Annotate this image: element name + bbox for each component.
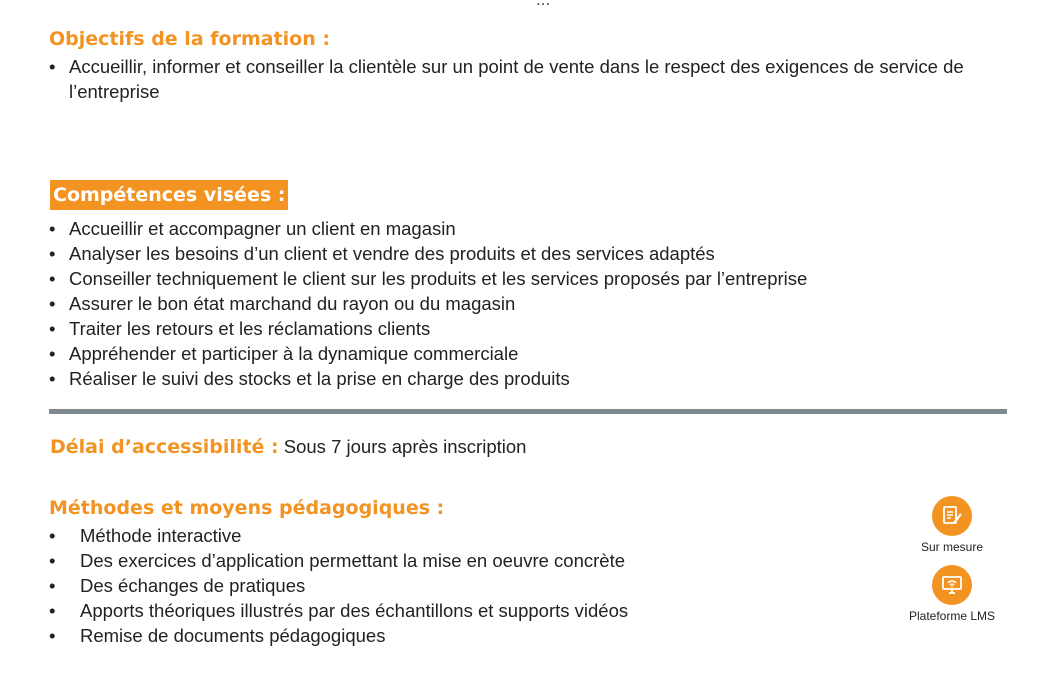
objectifs-list (49, 54, 999, 104)
list-item: • Des échanges de pratiques (49, 573, 849, 598)
list-item: • Traiter les retours et les réclamations clients (49, 316, 1009, 341)
list-item: • Apports théoriques illustrés par des échantillons et supports vidéos (49, 598, 849, 623)
methodes-list (49, 523, 849, 648)
delai-row (50, 436, 526, 459)
list-item: • Conseiller techniquement le client sur les produits et les services proposés par l’entreprise (49, 266, 1009, 291)
list-item: • Assurer le bon état marchand du rayon ou du magasin (49, 291, 1009, 316)
list-item: • Accueillir et accompagner un client en magasin (49, 216, 1009, 241)
section-divider (49, 409, 1007, 414)
monitor-wifi-icon (932, 565, 972, 605)
badge-label: Plateforme LMS (908, 609, 996, 623)
list-item: • Accueillir, informer et conseiller la clientèle sur un point de vente dans le respect des exigences de service de l’entreprise (49, 54, 999, 104)
methodes-heading: Méthodes et moyens pédagogiques : (49, 497, 445, 519)
competences-heading: Compétences visées : (50, 180, 288, 210)
clipped-text-fragment (536, 0, 550, 10)
list-item: • Remise de documents pédagogiques (49, 623, 849, 648)
document-pen-icon (932, 496, 972, 536)
badge-sur-mesure (897, 496, 1007, 554)
badge-label: Sur mesure (920, 540, 984, 554)
list-item: • Appréhender et participer à la dynamique commerciale (49, 341, 1009, 366)
objectifs-heading: Objectifs de la formation : (49, 28, 330, 50)
competences-list (49, 216, 1009, 391)
delai-value: Sous 7 jours après inscription (278, 436, 527, 457)
list-item: • Réaliser le suivi des stocks et la prise en charge des produits (49, 366, 1009, 391)
list-item: • Des exercices d’application permettant la mise en oeuvre concrète (49, 548, 849, 573)
badge-plateforme-lms (897, 565, 1007, 623)
delai-label: Délai d’accessibilité : (50, 436, 279, 458)
list-item: • Analyser les besoins d’un client et vendre des produits et des services adaptés (49, 241, 1009, 266)
list-item: • Méthode interactive (49, 523, 849, 548)
